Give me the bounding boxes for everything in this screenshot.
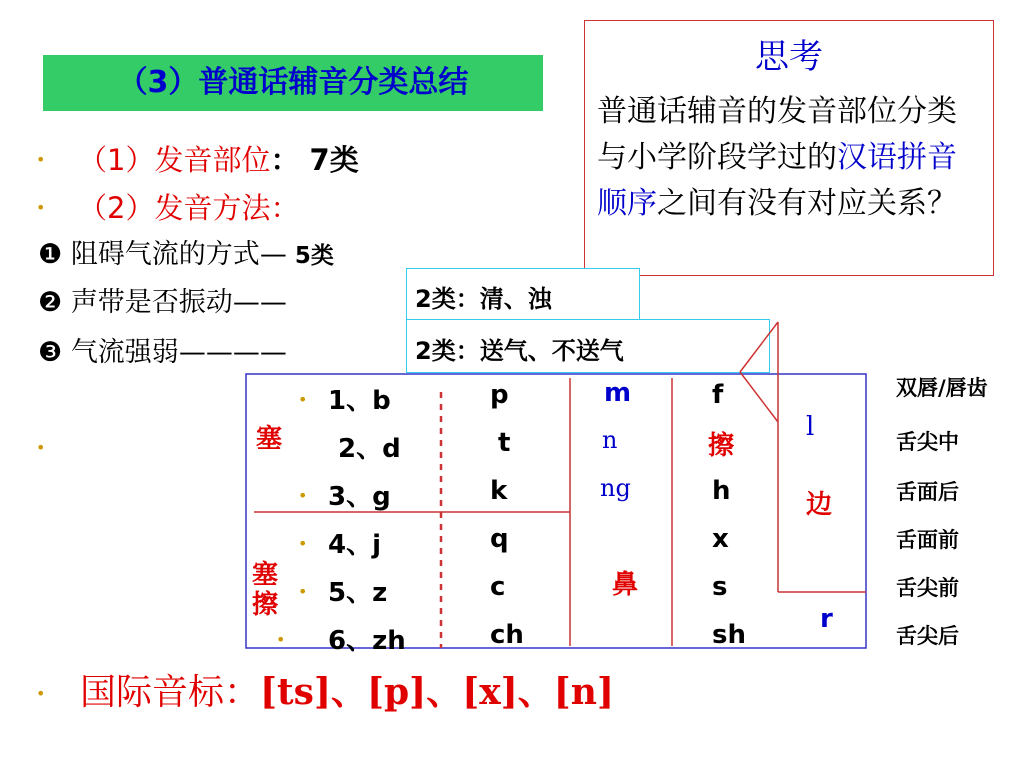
ipa-line — [80, 664, 614, 715]
nasal-label: 鼻 — [612, 570, 639, 600]
place-label: 舌尖前 — [896, 576, 959, 600]
aspirated-cell: q — [490, 524, 509, 554]
ipa-value: [ts]、[p]、[x]、[n] — [260, 671, 614, 713]
method-value: 5类 — [286, 243, 334, 269]
initial-cell: 4、j — [328, 530, 382, 560]
initial-cell: 6、zh — [328, 626, 406, 656]
aspirated-cell: p — [490, 380, 509, 410]
think-highlight: 汉语拼音顺序 — [597, 140, 957, 221]
method-marker: ❷ — [38, 287, 63, 318]
nasal-cell: ng — [600, 474, 631, 502]
initial-cell: 2、d — [338, 434, 401, 464]
place-label: 双唇/唇齿 — [896, 376, 988, 400]
callout-line — [740, 372, 778, 422]
nasal-cell: m — [604, 378, 632, 408]
method-marker: ❸ — [38, 337, 63, 368]
stop-label: 塞 — [256, 424, 283, 454]
bullet-dot: • — [276, 630, 286, 649]
method-label: （2）发音方法： — [78, 191, 300, 225]
method-text: 阻碍气流的方式 — [70, 239, 260, 270]
method-dash: —— — [232, 287, 287, 318]
initial-cell: 3、g — [328, 482, 391, 512]
callout-line — [740, 322, 778, 372]
bullet-dot: • — [36, 684, 46, 703]
method-marker: ❶ — [38, 239, 63, 270]
bullet-dot: • — [298, 486, 308, 505]
method-text: 气流强弱 — [70, 337, 179, 368]
initial-cell: 5、z — [328, 578, 388, 608]
aspirated-cell: k — [490, 476, 508, 506]
method-value: 2类：送气、不送气 — [415, 337, 624, 365]
fricative-label: 擦 — [708, 431, 735, 461]
place-label: 舌尖后 — [896, 624, 959, 648]
fricative-cell: x — [712, 524, 729, 554]
bullet-dot: • — [36, 198, 46, 217]
think-heading: 思考 — [755, 37, 823, 77]
fricative-cell: s — [712, 572, 728, 602]
method-text: 声带是否振动 — [70, 287, 233, 318]
ipa-label: 国际音标： — [80, 672, 261, 713]
bullet-dot: • — [36, 438, 46, 457]
bullet-dot: • — [36, 150, 46, 169]
lateral-label: 边 — [806, 490, 833, 520]
bullet-dot: • — [298, 390, 308, 409]
place-label: （1）发音部位 — [78, 143, 271, 177]
section-title: （3）普通话辅音分类总结 — [43, 55, 543, 111]
lateral-cell: l — [806, 412, 815, 442]
aspirated-cell: ch — [490, 620, 524, 650]
think-text-before: 普通话辅音的发音部位分类与小学阶段学过的 — [597, 94, 957, 175]
aspirated-cell: t — [498, 428, 511, 458]
fricative-cell: f — [712, 380, 724, 410]
place-label: 舌面前 — [896, 528, 959, 552]
nasal-cell: n — [602, 426, 618, 454]
place-label: 舌面后 — [896, 480, 959, 504]
method-dash: ———— — [178, 337, 287, 368]
method-value: 2类：清、浊 — [415, 285, 552, 313]
think-text-after: 之间有没有对应关系？ — [657, 186, 957, 221]
bullet-dot: • — [298, 582, 308, 601]
affricate-label: 塞擦 — [252, 560, 279, 620]
fricative-cell: sh — [712, 620, 746, 650]
aspirated-cell: c — [490, 572, 506, 602]
place-value: ： 7类 — [270, 143, 359, 177]
place-label: 舌尖中 — [896, 430, 959, 454]
initial-cell: 1、b — [328, 386, 391, 416]
fricative-cell: h — [712, 476, 731, 506]
bullet-dot: • — [298, 534, 308, 553]
retroflex-cell: r — [820, 604, 833, 634]
method-dash: — — [259, 239, 287, 270]
